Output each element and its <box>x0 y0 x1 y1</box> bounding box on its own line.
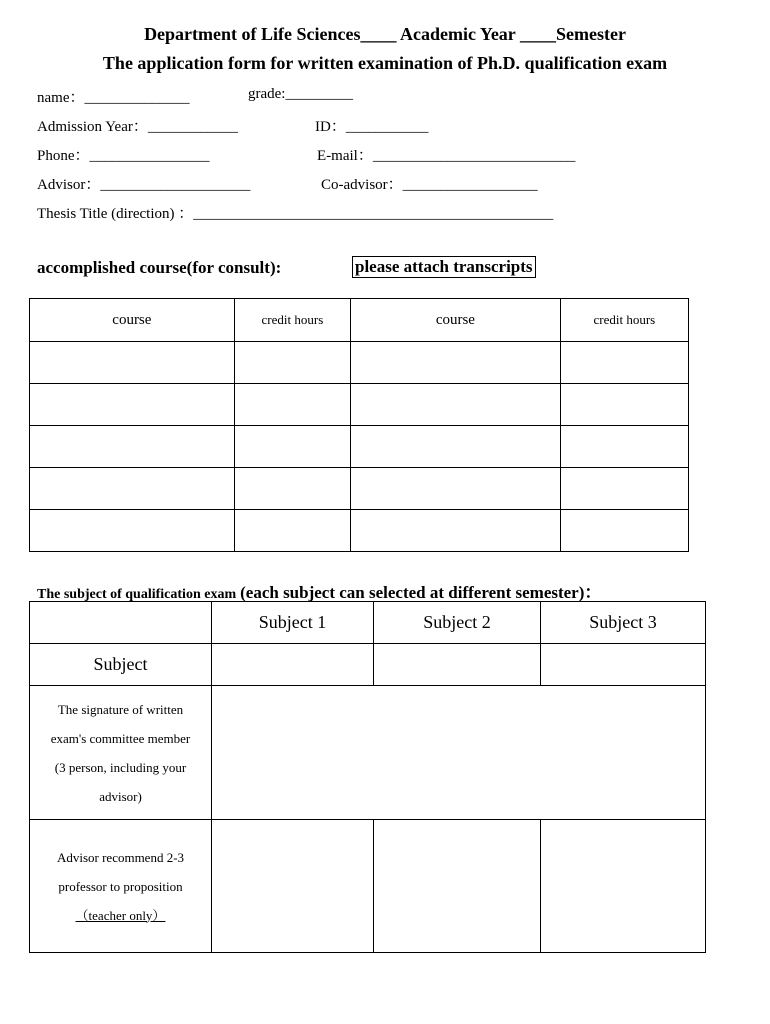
transcripts-note: please attach transcripts <box>352 256 536 278</box>
recommend-label <box>30 820 212 953</box>
subject-heading <box>37 578 601 603</box>
credit-cell[interactable] <box>560 510 688 552</box>
col-credit-hours-2: credit hours <box>560 299 688 342</box>
credit-cell[interactable] <box>234 342 350 384</box>
subject-table <box>29 601 706 953</box>
subject-heading-large: (each subject can selected at different semester)： <box>240 583 602 602</box>
course-cell[interactable] <box>30 384 235 426</box>
course-cell[interactable] <box>30 342 235 384</box>
signature-label-line2: exam's committee member <box>50 730 191 746</box>
course-cell[interactable] <box>30 426 235 468</box>
subject-3-cell[interactable] <box>541 644 706 686</box>
credit-cell[interactable] <box>234 384 350 426</box>
signature-label <box>30 686 212 820</box>
course-cell[interactable] <box>351 468 561 510</box>
credit-cell[interactable] <box>560 342 688 384</box>
signature-row <box>30 686 706 820</box>
co-advisor-field[interactable]: Co-advisor：__________________ <box>321 177 538 193</box>
subject-row-label: Subject <box>30 644 212 686</box>
course-cell[interactable] <box>351 384 561 426</box>
course-cell[interactable] <box>30 468 235 510</box>
credit-cell[interactable] <box>234 468 350 510</box>
signature-label-line1: The signature of written <box>57 701 184 717</box>
credit-cell[interactable] <box>234 510 350 552</box>
col-subject-2: Subject 2 <box>374 602 541 644</box>
signature-label-line4: advisor) <box>99 788 142 804</box>
course-cell[interactable] <box>351 342 561 384</box>
course-cell[interactable] <box>351 426 561 468</box>
subject-1-cell[interactable] <box>212 644 374 686</box>
courses-heading: accomplished course(for consult): <box>37 258 282 277</box>
credit-cell[interactable] <box>560 468 688 510</box>
credit-cell[interactable] <box>560 426 688 468</box>
courses-table <box>29 298 689 552</box>
subject-corner-cell <box>30 602 212 644</box>
table-row <box>30 468 689 510</box>
course-cell[interactable] <box>351 510 561 552</box>
recommend-label-line1: Advisor recommend 2-3 <box>56 849 185 865</box>
recommend-row <box>30 820 706 953</box>
course-cell[interactable] <box>30 510 235 552</box>
signature-label-line3: (3 person, including your <box>54 759 187 775</box>
table-row <box>30 510 689 552</box>
col-credit-hours-1: credit hours <box>234 299 350 342</box>
recommend-label-line2: professor to proposition <box>58 878 183 894</box>
email-field[interactable]: E-mail：___________________________ <box>317 148 576 164</box>
col-course-2: course <box>351 299 561 342</box>
courses-header-row <box>30 299 689 342</box>
col-subject-3: Subject 3 <box>541 602 706 644</box>
subject-row <box>30 644 706 686</box>
recommend-label-line3: （teacher only） <box>75 907 166 923</box>
header-line2: The application form for written examination of Ph.D. qualification exam <box>102 53 668 73</box>
thesis-title-field[interactable]: Thesis Title (direction) ：________________________________________________ <box>37 206 554 222</box>
col-course-1: course <box>30 299 235 342</box>
recommend-cell-2[interactable] <box>374 820 541 953</box>
subject-2-cell[interactable] <box>374 644 541 686</box>
grade-field[interactable]: grade:_________ <box>248 86 353 102</box>
table-row <box>30 342 689 384</box>
name-field[interactable]: name：______________ <box>37 90 190 106</box>
admission-year-field[interactable]: Admission Year：____________ <box>37 119 238 135</box>
recommend-cell-1[interactable] <box>212 820 374 953</box>
subject-heading-small: The subject of qualification exam <box>37 587 237 602</box>
subject-header-row <box>30 602 706 644</box>
header-line1: Department of Life Sciences____ Academic Year ____Semester <box>144 24 626 44</box>
id-field[interactable]: ID：___________ <box>315 119 429 135</box>
phone-field[interactable]: Phone：________________ <box>37 148 210 164</box>
table-row <box>30 426 689 468</box>
signature-cell[interactable] <box>212 686 706 820</box>
col-subject-1: Subject 1 <box>212 602 374 644</box>
recommend-cell-3[interactable] <box>541 820 706 953</box>
credit-cell[interactable] <box>560 384 688 426</box>
credit-cell[interactable] <box>234 426 350 468</box>
table-row <box>30 384 689 426</box>
advisor-field[interactable]: Advisor：____________________ <box>37 177 251 193</box>
